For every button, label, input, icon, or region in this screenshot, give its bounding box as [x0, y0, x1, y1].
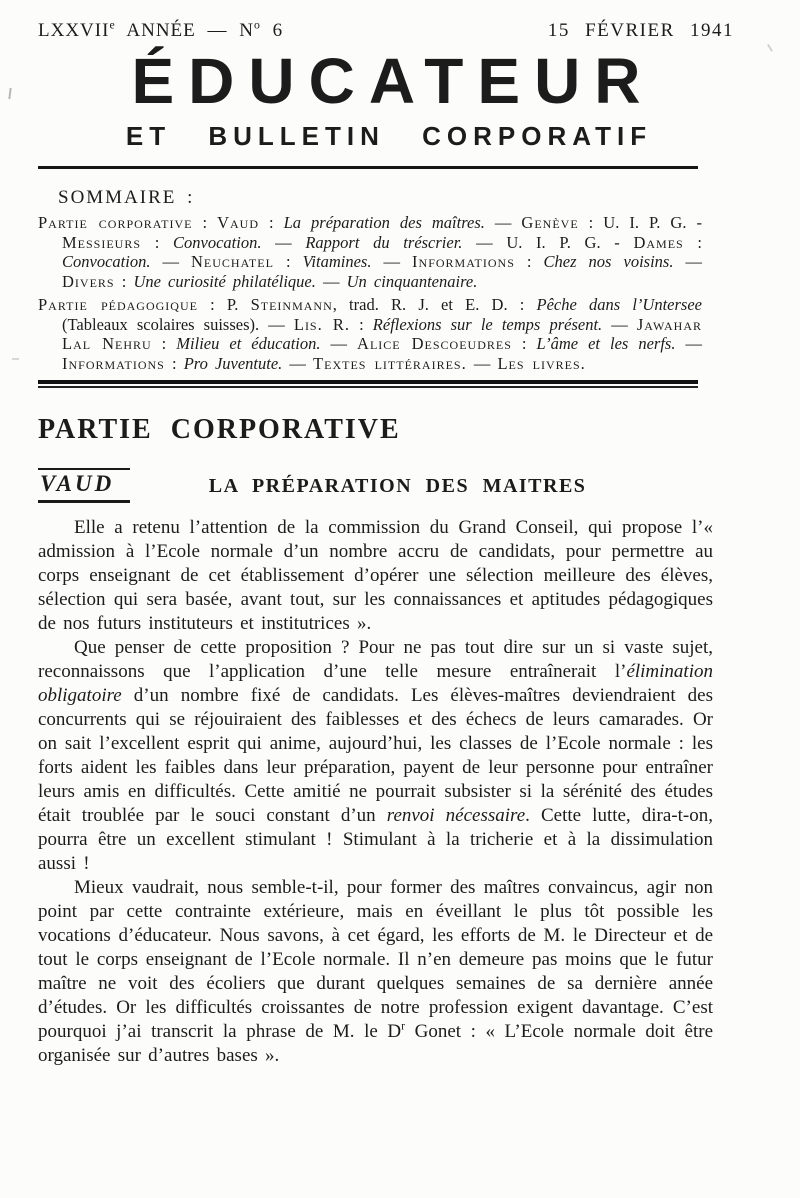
text-segment: Dames	[633, 232, 684, 252]
text-segment: Informations	[412, 252, 515, 271]
issue-number	[38, 20, 283, 42]
text-segment: :	[511, 334, 537, 353]
text-segment: renvoi nécessaire	[386, 805, 526, 826]
toc-entry-partie-pedagogique	[38, 295, 702, 373]
text-segment: —	[602, 314, 637, 334]
text-segment: —	[315, 271, 347, 291]
text-segment: Que penser de cette proposition ? Pour ne pas tout dire sur un si vaste sujet, reconnaissons que l’application d’une telle mesure entraînerait l’	[38, 637, 713, 682]
text-segment: Partie corporative	[38, 213, 193, 232]
sommaire-heading: SOMMAIRE :	[58, 187, 195, 208]
text-segment: :	[141, 232, 173, 252]
sommaire-divider-rule	[38, 380, 698, 388]
issue-date: 15 FÉVRIER 1941	[547, 20, 734, 41]
text-segment: Chez nos voisins.	[543, 252, 674, 271]
text-segment: :	[514, 252, 544, 271]
text-segment: —	[371, 252, 413, 271]
paragraph-3	[38, 876, 713, 1068]
text-segment: Réflexions sur le temps présent.	[372, 314, 603, 334]
text-segment: —	[673, 252, 702, 271]
article-body	[38, 516, 713, 1068]
text-segment: —	[320, 334, 358, 353]
text-segment: d’un nombre fixé de candidats. Les élèves-maîtres deviendraient des concurrents qui se réjouiraient des faiblesses et des échecs de leurs camarades. Or on sait l’excellent esprit qui anime, aujourd’hui, les classes de l’Ecole normale : les forts aident les faibles dans leur préparation, payent de leur personne pour entraîner leurs amis en difficultés. Cette amitié ne pourrait subsister si la sérénité des études était troublée par le souci constant d’un	[38, 685, 713, 826]
text-segment: , trad. R. J. et E. D. :	[332, 295, 537, 314]
text-segment: —	[261, 232, 306, 252]
text-segment: Textes littéraires.	[313, 353, 467, 373]
scan-artifact	[8, 88, 11, 99]
text-segment: —	[466, 353, 498, 373]
paragraph-1	[38, 516, 713, 636]
text-segment: Partie pédagogique	[38, 295, 198, 314]
text-segment: 6	[260, 20, 284, 41]
text-segment: Vitamines.	[302, 252, 372, 271]
text-segment: Lis. R.	[293, 314, 350, 334]
text-segment: Une curiosité philatélique.	[133, 271, 316, 291]
text-segment: —	[150, 252, 192, 271]
text-segment: Convocation.	[173, 232, 262, 252]
text-segment: Les livres.	[497, 353, 586, 373]
text-segment: : P.	[197, 295, 251, 314]
text-segment: :	[259, 213, 284, 232]
masthead	[38, 20, 740, 150]
text-segment: Informations	[62, 353, 165, 373]
paragraph-2	[38, 636, 713, 876]
divider-thick-line	[38, 380, 698, 384]
text-segment: —	[282, 353, 314, 373]
scan-artifact	[767, 44, 773, 52]
text-segment: :	[349, 314, 373, 334]
text-segment: Pêche dans l’Untersee	[536, 295, 702, 314]
text-segment: (Tableaux scolaires suisses). —	[62, 314, 294, 334]
text-segment: :	[683, 232, 702, 252]
text-segment: La préparation des maîtres.	[283, 213, 485, 232]
text-segment: :	[192, 213, 218, 232]
table-of-contents	[38, 187, 702, 373]
text-segment: Gonet : « L’Ecole normale doit être organisée sur d’autres bases ».	[38, 1021, 714, 1066]
region-label: VAUD	[38, 468, 130, 503]
text-segment: Rapport du tréscrier.	[305, 232, 463, 252]
text-segment: o	[253, 18, 261, 32]
text-segment: — U. I. P. G. -	[462, 232, 634, 252]
text-segment: —	[675, 334, 702, 353]
issue-row	[38, 20, 740, 42]
article-title: LA PRÉPARATION DES MAITRES	[208, 475, 587, 497]
text-segment: élimination obligatoire	[38, 661, 713, 706]
text-segment: : U. I. P. G. -	[578, 213, 702, 232]
scan-artifact	[12, 358, 19, 360]
text-segment: Elle a retenu l’attention de la commission du Grand Conseil, qui propose l’« admission à l’Ecole normale d’un nombre accru de candidats, pour permettre au corps enseignant de cet établissement d’opérer une sélection meilleure des élèves, sélection qui sera basée, avant tout, sur les connaissances et aptitudes pédagogiques de nos futurs instituteurs et institutrices ».	[38, 517, 713, 634]
section-title: PARTIE CORPORATIVE	[38, 414, 401, 445]
text-segment: LXXVII	[38, 20, 110, 41]
toc-entry-partie-corporative	[38, 213, 702, 291]
text-segment: Jawahar Lal Nehru	[62, 314, 702, 353]
text-segment: Vaud	[217, 213, 259, 232]
text-segment: e	[109, 18, 116, 32]
magazine-title: ÉDUCATEUR	[131, 45, 655, 117]
masthead-divider-rule	[38, 166, 698, 169]
text-segment: Convocation.	[62, 252, 151, 271]
text-segment: Messieurs	[62, 232, 142, 252]
text-segment: :	[164, 353, 184, 373]
text-segment: Alice Descoeudres	[357, 334, 512, 353]
text-segment: Pro Juventute.	[183, 353, 283, 373]
text-segment: Mieux vaudrait, nous semble-t-il, pour former des maîtres convaincus, agir non point par cette contrainte extérieure, mais en éveillant le plus tôt possible les vocations d’éducateur. Nous savons, à cet égard, les efforts de M. le Directeur et de tout le corps enseignant de l’Ecole normale. Il n’en demeure pas moins que le futur maître ne voit des écoliers que durant quelques semaines de sa dernière année d’études. Or les difficultés croissantes de notre profession exigent davantage. C’est pourquoi j’ai transcrit la phrase de M. le D	[38, 877, 713, 1042]
article-header	[38, 468, 713, 503]
text-segment: r	[401, 1019, 406, 1033]
text-segment: Neuchatel	[191, 252, 274, 271]
text-segment: Steinmann	[250, 295, 333, 314]
magazine-subtitle: ET BULLETIN CORPORATIF	[125, 121, 653, 151]
text-segment: :	[114, 271, 134, 291]
article-main	[38, 414, 740, 1068]
text-segment: :	[273, 252, 303, 271]
text-segment: Un cinquantenaire.	[346, 271, 478, 291]
divider-thin-line	[38, 386, 698, 388]
text-segment: L’âme et les nerfs.	[536, 334, 676, 353]
text-segment: Milieu et éducation.	[176, 334, 321, 353]
text-segment: —	[484, 213, 522, 232]
text-segment: Divers	[62, 271, 115, 291]
text-segment: Genève	[521, 213, 579, 232]
text-segment: ANNÉE — N	[115, 20, 254, 41]
text-segment: . Cette lutte, dira-t-on, pourra être un excellent stimulant ! Stimulant à la tricherie et à la dissimulation aussi !	[38, 805, 713, 874]
text-segment: :	[151, 334, 177, 353]
